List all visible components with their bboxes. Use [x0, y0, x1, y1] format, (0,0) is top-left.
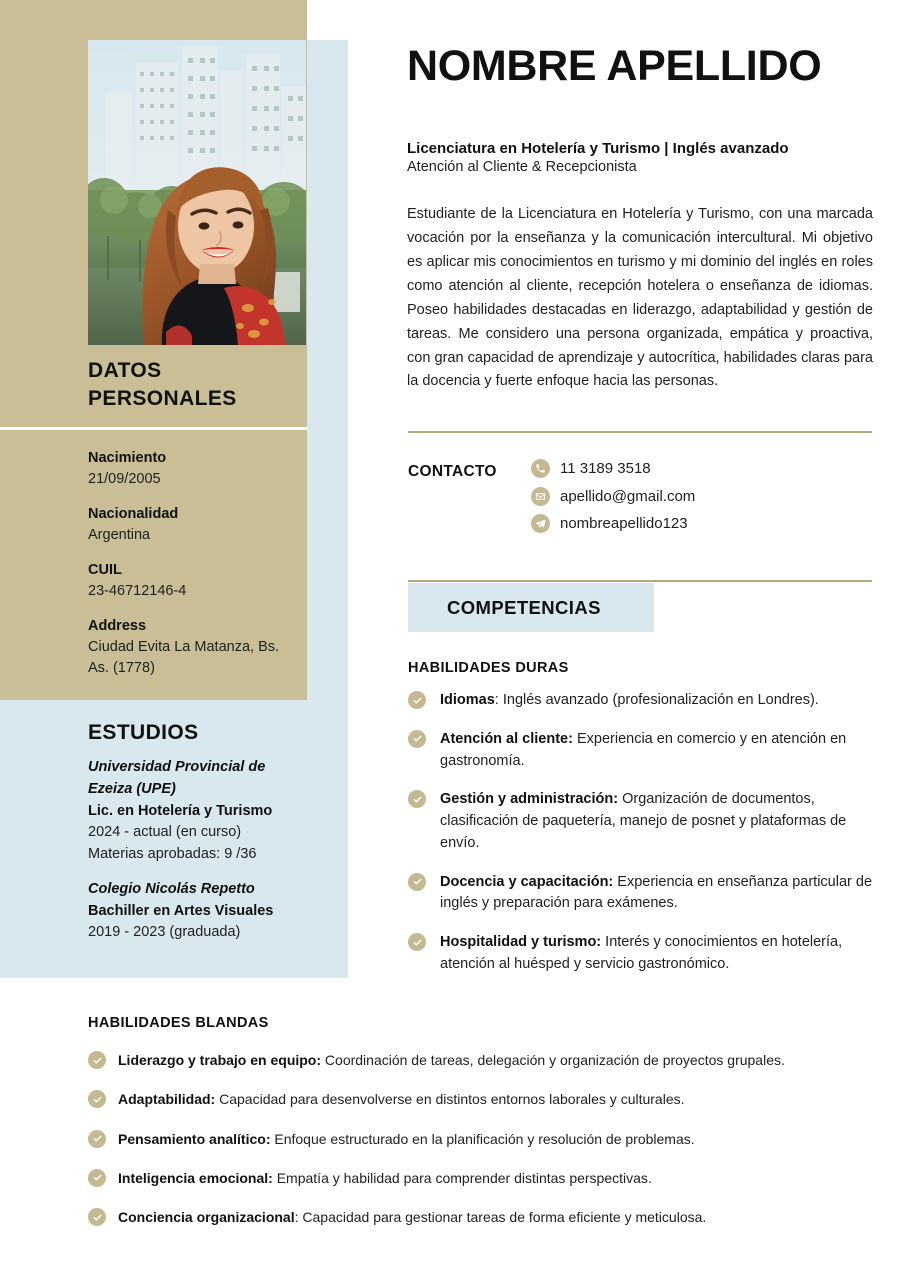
skill-bold: Hospitalidad y turismo: — [440, 934, 602, 950]
check-circle-icon — [408, 873, 426, 891]
education-dates: 2019 - 2023 (graduada) — [88, 924, 241, 941]
check-circle-icon — [88, 1051, 106, 1069]
skill-bold: Gestión y administración: — [440, 791, 619, 808]
list-item — [408, 789, 878, 854]
profile-photo-image — [88, 40, 306, 345]
contacto-divider — [408, 431, 872, 433]
email-icon — [531, 487, 550, 506]
competencias-banner-label: COMPETENCIAS — [447, 596, 601, 618]
skill-text — [440, 690, 819, 712]
competencias-banner — [408, 583, 654, 632]
contact-row-email[interactable] — [531, 487, 695, 507]
skill-bold: Inteligencia emocional: — [118, 1169, 273, 1186]
skill-rest: Enfoque estructurado en la planificación y resolución de problemas. — [270, 1130, 695, 1147]
datos-personales-list — [88, 448, 293, 693]
habilidades-duras-heading: HABILIDADES DURAS — [408, 660, 569, 676]
skill-rest: Interés y conocimientos en hotelería, atención al huésped y servicio gastronómico. — [440, 934, 843, 972]
list-item — [88, 1050, 878, 1070]
habilidades-blandas-heading: HABILIDADES BLANDAS — [88, 1015, 269, 1031]
skill-text — [440, 789, 878, 854]
contact-email-value: apellido@gmail.com — [560, 487, 696, 505]
check-circle-icon — [88, 1169, 106, 1187]
check-circle-icon — [408, 691, 426, 709]
education-progress: Materias aprobadas: 9 /36 — [88, 846, 257, 862]
datos-value: 21/09/2005 — [88, 471, 161, 488]
skill-rest: Capacidad para desenvolverse en distintos entornos laborales y culturales. — [215, 1091, 685, 1108]
list-item — [408, 872, 878, 916]
phone-icon — [531, 459, 550, 478]
estudios-list — [88, 757, 303, 957]
profile-photo — [88, 40, 306, 345]
education-dates: 2024 - actual (en curso) — [88, 824, 242, 841]
list-item — [408, 690, 878, 712]
datos-item-nacionalidad — [88, 504, 293, 546]
contact-list — [531, 459, 695, 542]
skill-bold: Atención al cliente: — [440, 730, 573, 747]
datos-value: Ciudad Evita La Matanza, Bs. As. (1778) — [88, 639, 280, 677]
list-item — [408, 729, 878, 773]
education-institution: Colegio Nicolás Repetto — [88, 880, 255, 897]
list-item — [408, 932, 878, 976]
skill-bold: Docencia y capacitación: — [440, 873, 614, 890]
skill-rest: : Capacidad para gestionar tareas de forma eficiente y meticulosa. — [294, 1209, 707, 1226]
education-degree: Lic. en Hotelería y Turismo — [88, 802, 273, 819]
education-entry-university — [88, 757, 303, 866]
datos-label: Address — [88, 618, 147, 635]
datos-personales-heading: DATOS PERSONALES — [88, 359, 237, 410]
habilidades-duras-list — [408, 690, 878, 993]
education-institution: Universidad Provincial de Ezeiza (UPE) — [88, 759, 266, 797]
estudios-heading: ESTUDIOS — [88, 721, 199, 744]
skill-text — [118, 1089, 685, 1109]
skill-text — [118, 1168, 652, 1188]
datos-label: Nacimiento — [88, 450, 167, 466]
telegram-icon — [531, 514, 550, 533]
skill-bold: Adaptabilidad: — [118, 1091, 216, 1108]
skill-text — [118, 1129, 695, 1149]
skill-bold: Pensamiento analítico: — [118, 1130, 271, 1147]
list-item — [88, 1207, 878, 1227]
contact-telegram-value: nombreapellido123 — [560, 515, 688, 532]
datos-value: Argentina — [88, 527, 151, 544]
skill-text — [440, 872, 878, 916]
list-item — [88, 1089, 878, 1109]
profile-summary: Estudiante de la Licenciatura en Hotelería y Turismo, con una marcada vocación por la enseñanza y la comunicación intercultural. Mi objetivo es aplicar mis conocimientos en turismo y mi dominio del inglés en roles como atención al cliente, recepción hotelera o enseñanza de idiomas. Poseo habilidades destacadas en liderazgo, adaptabilidad y gestión de tareas. Me considero una persona organizada, empática y proactiva, con gran capacidad de aprendizaje y autocrítica, habilidades claras para la docencia y fuerte enfoque hacia las personas. — [407, 206, 873, 390]
check-circle-icon — [88, 1208, 106, 1226]
list-item — [88, 1168, 878, 1188]
contact-phone-value: 11 3189 3518 — [560, 460, 651, 477]
skill-rest: Coordinación de tareas, delegación y organización de proyectos grupales. — [321, 1052, 785, 1068]
skill-rest: Organización de documentos, clasificación de paquetería, manejo de posnet y plataformas de envío. — [440, 791, 847, 851]
check-circle-icon — [88, 1090, 106, 1108]
contact-row-phone[interactable] — [531, 459, 695, 479]
skill-text — [440, 932, 878, 976]
skill-bold: Liderazgo y trabajo en equipo: — [118, 1052, 322, 1068]
datos-item-cuil — [88, 560, 293, 602]
skill-rest: : Inglés avanzado (profesionalización en Londres). — [494, 692, 819, 708]
datos-item-nacimiento — [88, 448, 293, 490]
check-circle-icon — [408, 933, 426, 951]
check-circle-icon — [408, 730, 426, 748]
page-title: NOMBRE APELLIDO — [407, 42, 822, 90]
skill-rest: Empatía y habilidad para comprender distintas perspectivas. — [272, 1169, 652, 1186]
check-circle-icon — [408, 790, 426, 808]
habilidades-blandas-list — [88, 1050, 878, 1246]
list-item — [88, 1129, 878, 1149]
contacto-heading: CONTACTO — [408, 463, 497, 480]
skill-bold: Idiomas — [440, 692, 495, 708]
subheadline: Atención al Cliente & Recepcionista — [407, 159, 637, 175]
education-degree: Bachiller en Artes Visuales — [88, 902, 274, 919]
skill-rest: Experiencia en comercio y en atención en gastronomía. — [440, 730, 847, 769]
headline: Licenciatura en Hotelería y Turismo | Inglés avanzado — [407, 140, 789, 157]
datos-label: CUIL — [88, 562, 122, 579]
sidebar-divider — [0, 427, 307, 430]
skill-text — [118, 1207, 706, 1227]
datos-label: Nacionalidad — [88, 506, 179, 523]
datos-value: 23-46712146-4 — [88, 583, 187, 600]
skill-rest: Experiencia en enseñanza particular de inglés y preparación para exámenes. — [440, 873, 873, 912]
education-entry-highschool — [88, 879, 303, 944]
datos-item-address — [88, 616, 293, 679]
contact-row-telegram[interactable] — [531, 514, 695, 534]
competencias-divider — [408, 580, 872, 582]
skill-text — [118, 1050, 785, 1070]
skill-bold: Conciencia organizacional — [118, 1209, 295, 1226]
skill-text — [440, 729, 878, 773]
check-circle-icon — [88, 1130, 106, 1148]
